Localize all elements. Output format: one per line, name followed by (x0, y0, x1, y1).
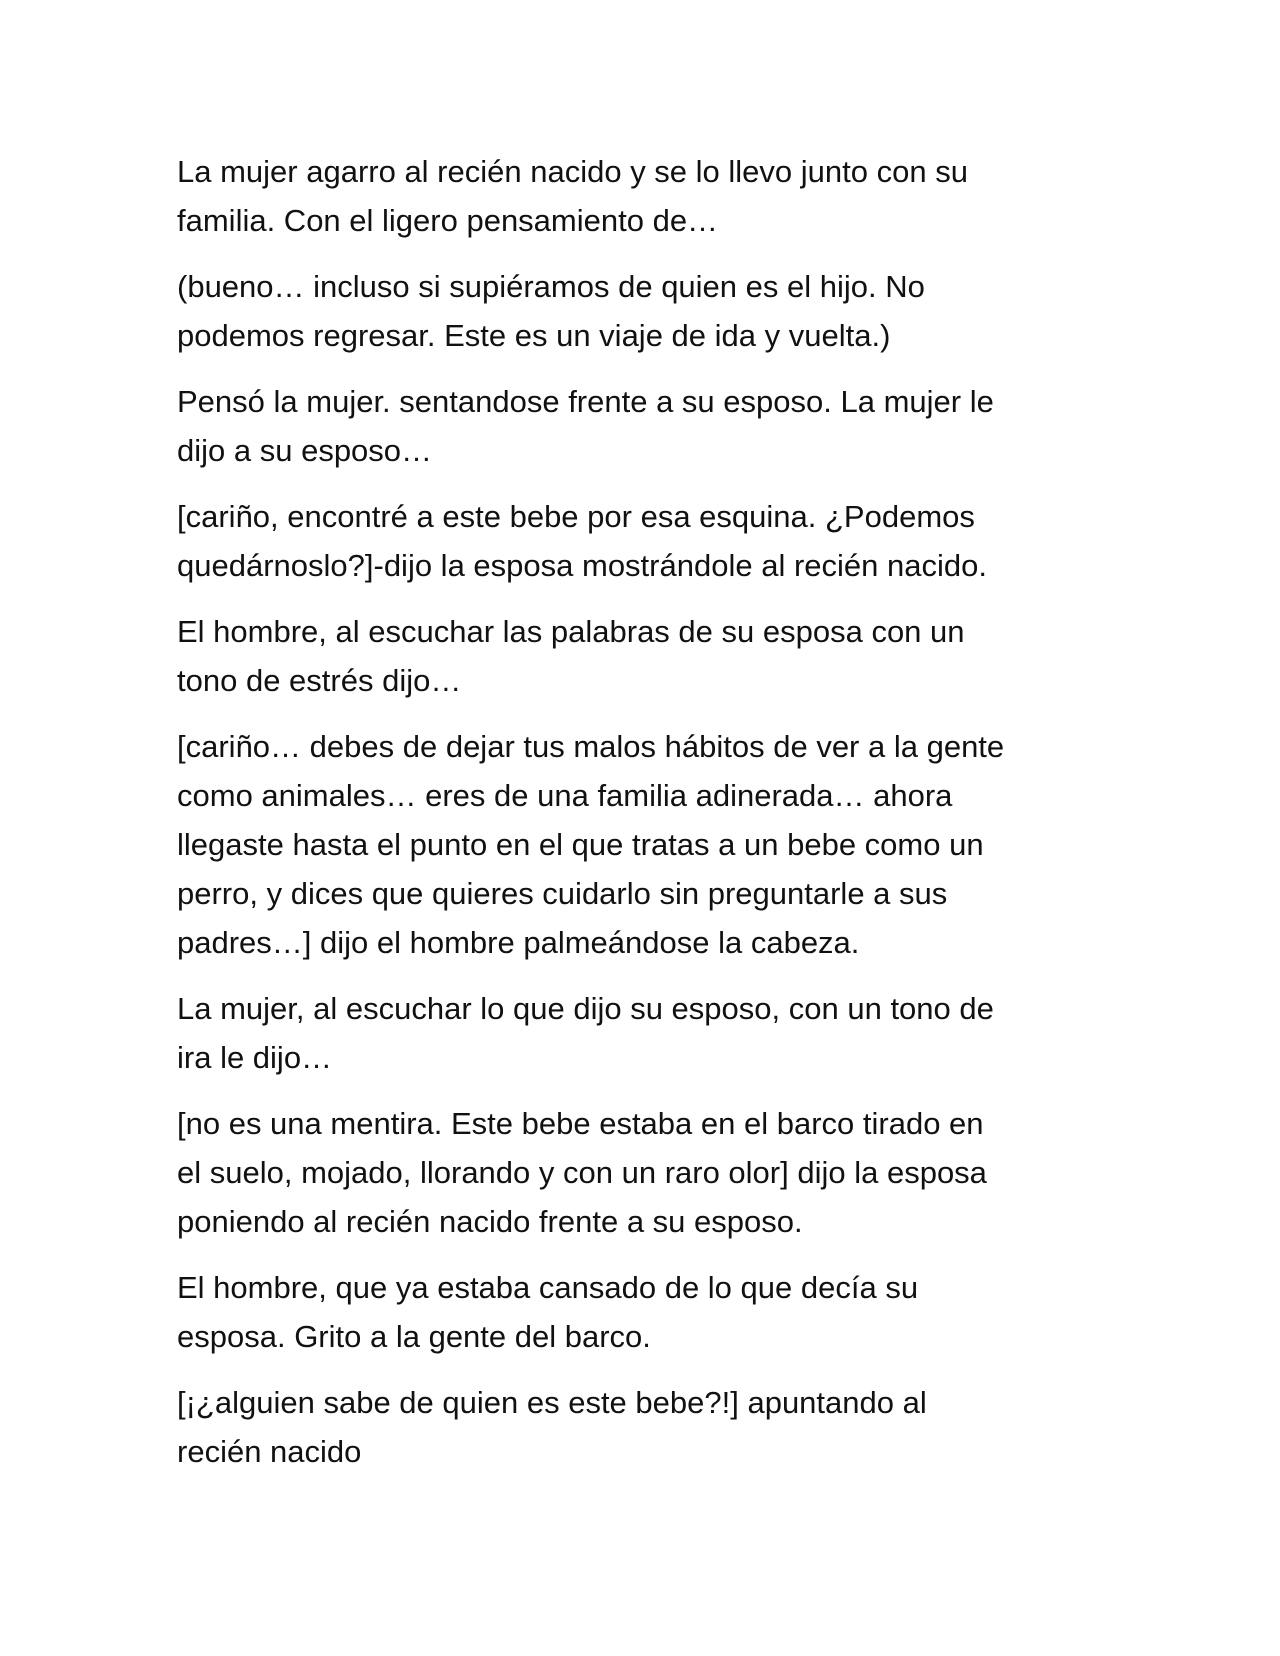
document-text-body (177, 147, 1117, 1493)
text-line: quedárnoslo?]-dijo la esposa mostrándole al recién nacido. (177, 548, 987, 583)
text-line: [cariño, encontré a este bebe por esa esquina. ¿Podemos (177, 499, 975, 534)
paragraph-10 (177, 1378, 1117, 1476)
text-line: (bueno… incluso si supiéramos de quien es el hijo. No (177, 269, 925, 304)
text-line: El hombre, que ya estaba cansado de lo que decía su (177, 1270, 919, 1305)
paragraph-7 (177, 984, 1117, 1082)
text-line: padres…] dijo el hombre palmeándose la cabeza. (177, 925, 860, 960)
text-line: [cariño… debes de dejar tus malos hábitos de ver a la gente (177, 729, 1005, 764)
text-line: perro, y dices que quieres cuidarlo sin preguntarle a sus (177, 876, 948, 911)
text-line: [¡¿alguien sabe de quien es este bebe?!] apuntando al (177, 1385, 927, 1420)
text-line: podemos regresar. Este es un viaje de ida y vuelta.) (177, 318, 891, 353)
paragraph-4 (177, 492, 1117, 590)
text-line: como animales… eres de una familia adinerada… ahora (177, 778, 953, 813)
paragraph-3 (177, 377, 1117, 475)
text-line: el suelo, mojado, llorando y con un raro olor] dijo la esposa (177, 1155, 987, 1190)
text-line: llegaste hasta el punto en el que tratas a un bebe como un (177, 827, 984, 862)
text-line: ira le dijo… (177, 1040, 333, 1075)
paragraph-2 (177, 262, 1117, 360)
text-line: Pensó la mujer. sentandose frente a su esposo. La mujer le (177, 384, 994, 419)
text-line: familia. Con el ligero pensamiento de… (177, 203, 719, 238)
paragraph-9 (177, 1263, 1117, 1361)
paragraph-8 (177, 1099, 1117, 1246)
text-line: poniendo al recién nacido frente a su esposo. (177, 1204, 803, 1239)
text-line: La mujer agarro al recién nacido y se lo llevo junto con su (177, 154, 968, 189)
text-line: esposa. Grito a la gente del barco. (177, 1319, 651, 1354)
text-line: El hombre, al escuchar las palabras de su esposa con un (177, 614, 965, 649)
text-line: dijo a su esposo… (177, 433, 433, 468)
text-line: [no es una mentira. Este bebe estaba en el barco tirado en (177, 1106, 984, 1141)
text-line: tono de estrés dijo… (177, 663, 462, 698)
paragraph-6 (177, 722, 1117, 967)
text-line: La mujer, al escuchar lo que dijo su esposo, con un tono de (177, 991, 994, 1026)
paragraph-5 (177, 607, 1117, 705)
text-line: recién nacido (177, 1434, 362, 1469)
paragraph-1 (177, 147, 1117, 245)
